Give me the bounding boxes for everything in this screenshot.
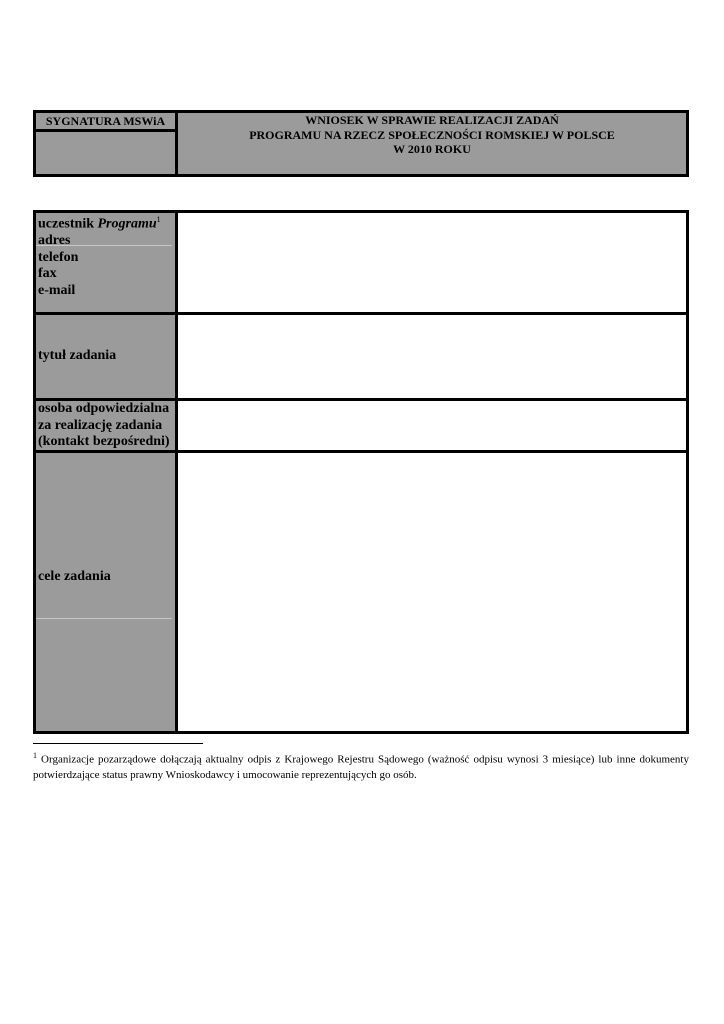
footnote-number: 1 — [33, 751, 37, 760]
signature-label: SYGNATURA MSWiA — [45, 114, 166, 128]
address-label: adres — [38, 233, 71, 249]
goals-label: cele zadania — [38, 569, 111, 584]
participant-label-block — [38, 212, 174, 299]
form-title — [178, 113, 686, 173]
responsible-label-line1: osoba odpowiedzialna — [38, 401, 170, 416]
footnote — [33, 748, 689, 783]
task-title-field[interactable] — [178, 315, 686, 398]
responsible-label-line3: (kontakt bezpośredni) — [38, 434, 170, 449]
email-label: e-mail — [38, 282, 76, 298]
footnote-separator — [33, 743, 203, 744]
form-title-line1: WNIOSEK W SPRAWIE REALIZACJI ZADAŃ — [305, 113, 559, 127]
cell-rule — [36, 618, 172, 619]
participant-label: uczestnik Programu$^1$ — [38, 215, 161, 232]
signature-field[interactable] — [36, 132, 175, 174]
fax-label: fax — [38, 266, 57, 282]
participant-field[interactable] — [178, 213, 686, 312]
responsible-label — [38, 401, 174, 451]
footnote-text: Organizacje pozarządowe dołączają aktualny odpis z Krajowego Rejestru Sądowego (ważność odpisu wynosi 3 miesiące) lub inne dokumenty potwierdzające status prawny Wnioskodawcy i umocowanie reprezentujących go osób. — [33, 753, 689, 781]
phone-label: telefon — [38, 249, 79, 265]
responsible-label-line2: za realizację zadania — [38, 417, 163, 433]
form-title-line2: PROGRAMU NA RZECZ SPOŁECZNOŚCI ROMSKIEJ W POLSCE — [249, 127, 615, 142]
goals-field[interactable] — [178, 453, 686, 731]
footnote-ref: 1 — [156, 215, 161, 224]
task-title-label: tytuł zadania — [38, 348, 117, 363]
program-italic: Programu — [97, 216, 157, 232]
form-title-line3: W 2010 ROKU — [393, 142, 471, 156]
responsible-field[interactable] — [178, 401, 686, 450]
